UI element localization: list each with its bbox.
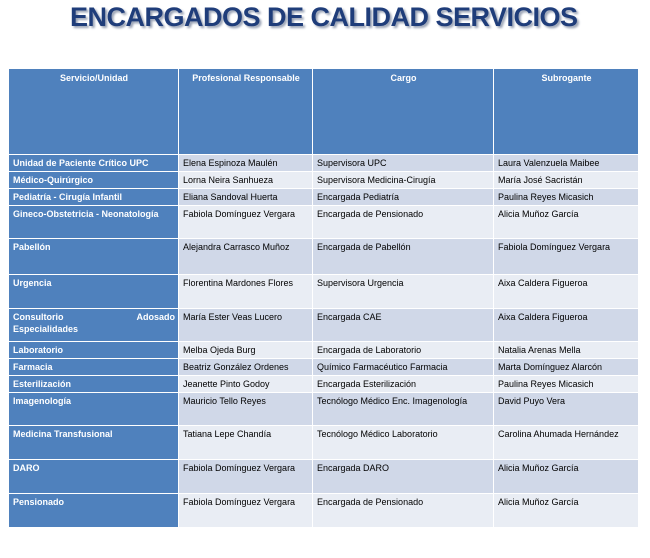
position-cell: Encargada DARO: [313, 460, 494, 494]
position-cell: Encargada de Pensionado: [313, 494, 494, 528]
professional-cell: Eliana Sandoval Huerta: [179, 189, 313, 206]
substitute-cell: María José Sacristán: [494, 172, 639, 189]
professional-cell: Fabiola Domínguez Vergara: [179, 460, 313, 494]
table-row: [9, 239, 639, 275]
position-cell: Encargada CAE: [313, 309, 494, 342]
position-cell: Encargada Esterilización: [313, 376, 494, 393]
substitute-cell: Alicia Muñoz García: [494, 206, 639, 239]
service-cell: [9, 309, 179, 342]
table-row: [9, 359, 639, 376]
substitute-cell: Marta Domínguez Alarcón: [494, 359, 639, 376]
substitute-cell: Alicia Muñoz García: [494, 460, 639, 494]
table-row: [9, 189, 639, 206]
position-cell: Encargada de Laboratorio: [313, 342, 494, 359]
position-cell: Supervisora UPC: [313, 155, 494, 172]
position-cell: Supervisora Medicina-Cirugía: [313, 172, 494, 189]
service-cell: Medicina Transfusional: [9, 426, 179, 460]
substitute-cell: David Puyo Vera: [494, 393, 639, 426]
quality-managers-table: [8, 68, 639, 528]
position-cell: Tecnólogo Médico Laboratorio: [313, 426, 494, 460]
table-row: [9, 155, 639, 172]
table-row: [9, 494, 639, 528]
substitute-cell: Natalia Arenas Mella: [494, 342, 639, 359]
service-cell: Urgencia: [9, 275, 179, 309]
column-header-servicio: Servicio/Unidad: [9, 69, 179, 155]
table-header-row: [9, 69, 639, 155]
professional-cell: Beatriz González Ordenes: [179, 359, 313, 376]
table-row: [9, 460, 639, 494]
table-row: [9, 172, 639, 189]
table-row: [9, 393, 639, 426]
service-cell: Laboratorio: [9, 342, 179, 359]
column-header-cargo: Cargo: [313, 69, 494, 155]
professional-cell: Fabiola Domínguez Vergara: [179, 494, 313, 528]
table-row: [9, 426, 639, 460]
substitute-cell: Aixa Caldera Figueroa: [494, 309, 639, 342]
service-cell: Gineco-Obstetricia - Neonatología: [9, 206, 179, 239]
substitute-cell: Paulina Reyes Micasich: [494, 189, 639, 206]
professional-cell: Melba Ojeda Burg: [179, 342, 313, 359]
service-cell: DARO: [9, 460, 179, 494]
substitute-cell: Fabiola Domínguez Vergara: [494, 239, 639, 275]
service-text-consultorio: Consultorio: [13, 312, 64, 322]
column-header-subrogante: Subrogante: [494, 69, 639, 155]
substitute-cell: Carolina Ahumada Hernández: [494, 426, 639, 460]
service-cell: Esterilización: [9, 376, 179, 393]
professional-cell: Lorna Neira Sanhueza: [179, 172, 313, 189]
professional-cell: Mauricio Tello Reyes: [179, 393, 313, 426]
professional-cell: Florentina Mardones Flores: [179, 275, 313, 309]
professional-cell: Elena Espinoza Maulén: [179, 155, 313, 172]
professional-cell: Tatiana Lepe Chandía: [179, 426, 313, 460]
position-cell: Encargada Pediatría: [313, 189, 494, 206]
column-header-profesional: Profesional Responsable: [179, 69, 313, 155]
table-row: [9, 342, 639, 359]
table-row: [9, 309, 639, 342]
position-cell: Encargada de Pabellón: [313, 239, 494, 275]
professional-cell: Fabiola Domínguez Vergara: [179, 206, 313, 239]
substitute-cell: Aixa Caldera Figueroa: [494, 275, 639, 309]
service-text-adosado: Adosado: [136, 312, 175, 322]
service-text-especialidades: Especialidades: [13, 324, 79, 334]
professional-cell: María Ester Veas Lucero: [179, 309, 313, 342]
service-cell: Pensionado: [9, 494, 179, 528]
professional-cell: Alejandra Carrasco Muñoz: [179, 239, 313, 275]
substitute-cell: Alicia Muñoz García: [494, 494, 639, 528]
position-cell: Encargada de Pensionado: [313, 206, 494, 239]
service-cell: Imagenología: [9, 393, 179, 426]
substitute-cell: Paulina Reyes Micasich: [494, 376, 639, 393]
position-cell: Supervisora Urgencia: [313, 275, 494, 309]
table-row: [9, 275, 639, 309]
service-cell: Unidad de Paciente Crítico UPC: [9, 155, 179, 172]
service-cell: Pabellón: [9, 239, 179, 275]
position-cell: Tecnólogo Médico Enc. Imagenología: [313, 393, 494, 426]
service-cell: Farmacia: [9, 359, 179, 376]
position-cell: Químico Farmacéutico Farmacia: [313, 359, 494, 376]
professional-cell: Jeanette Pinto Godoy: [179, 376, 313, 393]
service-cell: Pediatría - Cirugía Infantil: [9, 189, 179, 206]
table-row: [9, 206, 639, 239]
service-cell: Médico-Quirúrgico: [9, 172, 179, 189]
page-title: ENCARGADOS DE CALIDAD SERVICIOS: [70, 2, 578, 32]
substitute-cell: Laura Valenzuela Maibee: [494, 155, 639, 172]
table-row: [9, 376, 639, 393]
